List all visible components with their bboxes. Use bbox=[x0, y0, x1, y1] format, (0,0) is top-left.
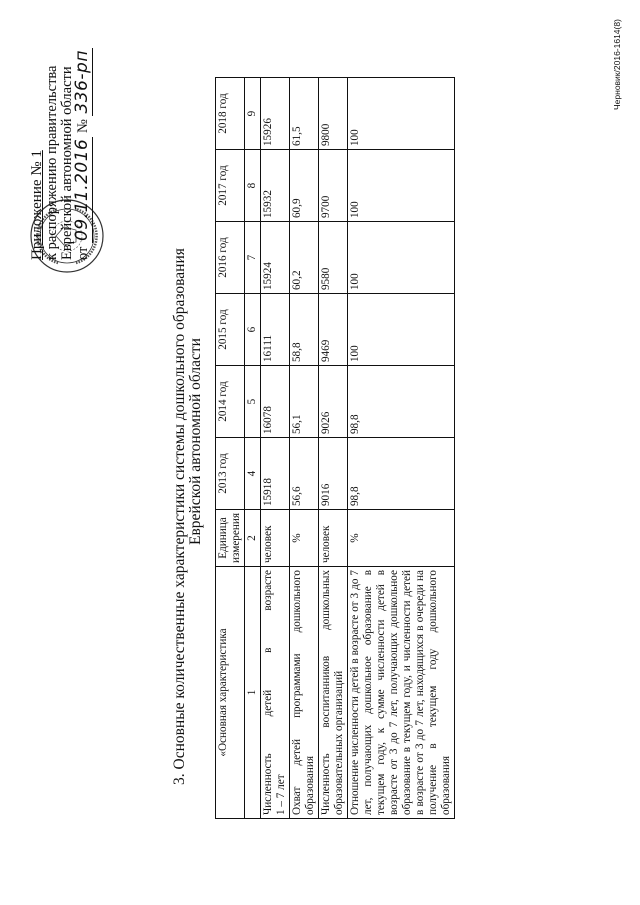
appendix-date-line bbox=[72, 48, 92, 260]
value-cell: 56,1 bbox=[290, 366, 319, 438]
date-value: 09.11.2016 bbox=[72, 138, 92, 241]
section-subtitle: Еврейской автономной области bbox=[187, 338, 204, 545]
value-cell: 100 bbox=[348, 294, 455, 366]
column-number: 7 bbox=[245, 222, 261, 294]
table-row bbox=[348, 78, 455, 819]
value-cell: 60,9 bbox=[290, 150, 319, 222]
value-cell: 98,8 bbox=[348, 366, 455, 438]
value-cell: 100 bbox=[348, 150, 455, 222]
label-line: образовательных организаций bbox=[333, 670, 345, 815]
label-line: лет, получающих дошкольное образование в bbox=[362, 570, 374, 815]
value-cell: 100 bbox=[348, 222, 455, 294]
label-line: образования bbox=[304, 755, 316, 815]
table-header-row bbox=[216, 78, 245, 819]
value-cell: 15918 bbox=[261, 438, 290, 510]
table-row bbox=[290, 78, 319, 819]
label-line: Численность воспитанников дошкольных bbox=[320, 570, 332, 815]
number-value: 336-рп bbox=[72, 50, 92, 114]
unit-cell: человек bbox=[261, 510, 290, 567]
column-number: 8 bbox=[245, 150, 261, 222]
label-line: образования bbox=[440, 755, 452, 815]
label-line: образование в текущем году, и численности детей bbox=[401, 570, 413, 815]
table-row bbox=[261, 78, 290, 819]
label-line: в возрасте от 3 до 7 лет, находящихся в очереди на bbox=[414, 570, 426, 815]
column-number: 4 bbox=[245, 438, 261, 510]
header-cell: «Основная характеристика bbox=[216, 567, 245, 819]
characteristic-label bbox=[348, 567, 455, 819]
characteristic-label bbox=[261, 567, 290, 819]
value-cell: 15932 bbox=[261, 150, 290, 222]
unit-cell: % bbox=[290, 510, 319, 567]
column-number: 5 bbox=[245, 366, 261, 438]
value-cell: 9026 bbox=[319, 366, 348, 438]
section-title: 3. Основные количественные характеристики системы дошкольного образования bbox=[171, 248, 188, 785]
column-number-row bbox=[245, 78, 261, 819]
header-cell: 2016 год bbox=[216, 222, 245, 294]
value-cell: 9469 bbox=[319, 294, 348, 366]
column-number: 1 bbox=[245, 567, 261, 819]
label-line: 1 – 7 лет bbox=[275, 774, 287, 815]
header-cell: 2014 год bbox=[216, 366, 245, 438]
document-reference: Черновик/2016-1614(8) bbox=[612, 19, 622, 110]
appendix-title: Приложение № 1 bbox=[29, 150, 45, 260]
column-number: 6 bbox=[245, 294, 261, 366]
header-cell: 2018 год bbox=[216, 78, 245, 150]
value-cell: 56,6 bbox=[290, 438, 319, 510]
label-line: Отношение численности детей в возрасте от 3 до 7 bbox=[349, 570, 361, 815]
value-cell: 15926 bbox=[261, 78, 290, 150]
value-cell: 100 bbox=[348, 78, 455, 150]
date-prefix: от bbox=[75, 246, 91, 260]
value-cell: 98,8 bbox=[348, 438, 455, 510]
characteristics-table bbox=[215, 77, 455, 819]
header-cell: 2013 год bbox=[216, 438, 245, 510]
label-line: получение в текущем году дошкольного bbox=[427, 570, 439, 815]
label-line: Численность детей в возрасте bbox=[262, 570, 274, 815]
header-cell: 2017 год bbox=[216, 150, 245, 222]
appendix-header bbox=[30, 48, 91, 260]
unit-cell: человек bbox=[319, 510, 348, 567]
value-cell: 60,2 bbox=[290, 222, 319, 294]
table-row bbox=[319, 78, 348, 819]
value-cell: 16078 bbox=[261, 366, 290, 438]
label-line: текущем году, к сумме численности детей в bbox=[375, 570, 387, 815]
header-cell: Единица измерения bbox=[216, 510, 245, 567]
value-cell: 9800 bbox=[319, 78, 348, 150]
value-cell: 9016 bbox=[319, 438, 348, 510]
header-cell: 2015 год bbox=[216, 294, 245, 366]
unit-cell: % bbox=[348, 510, 455, 567]
appendix-line-2: Еврейской автономной области bbox=[59, 66, 75, 260]
appendix-line-1: к распоряжению правительства bbox=[44, 65, 60, 260]
value-cell: 15924 bbox=[261, 222, 290, 294]
value-cell: 9700 bbox=[319, 150, 348, 222]
label-line: Охват детей программами дошкольного bbox=[291, 570, 303, 815]
number-prefix: № bbox=[75, 119, 91, 133]
characteristic-label bbox=[290, 567, 319, 819]
value-cell: 61,5 bbox=[290, 78, 319, 150]
column-number: 9 bbox=[245, 78, 261, 150]
value-cell: 16111 bbox=[261, 294, 290, 366]
characteristic-label bbox=[319, 567, 348, 819]
column-number: 2 bbox=[245, 510, 261, 567]
value-cell: 58,8 bbox=[290, 294, 319, 366]
label-line: возрасте от 3 до 7 лет, получающих дошкольное bbox=[388, 570, 400, 815]
value-cell: 9580 bbox=[319, 222, 348, 294]
